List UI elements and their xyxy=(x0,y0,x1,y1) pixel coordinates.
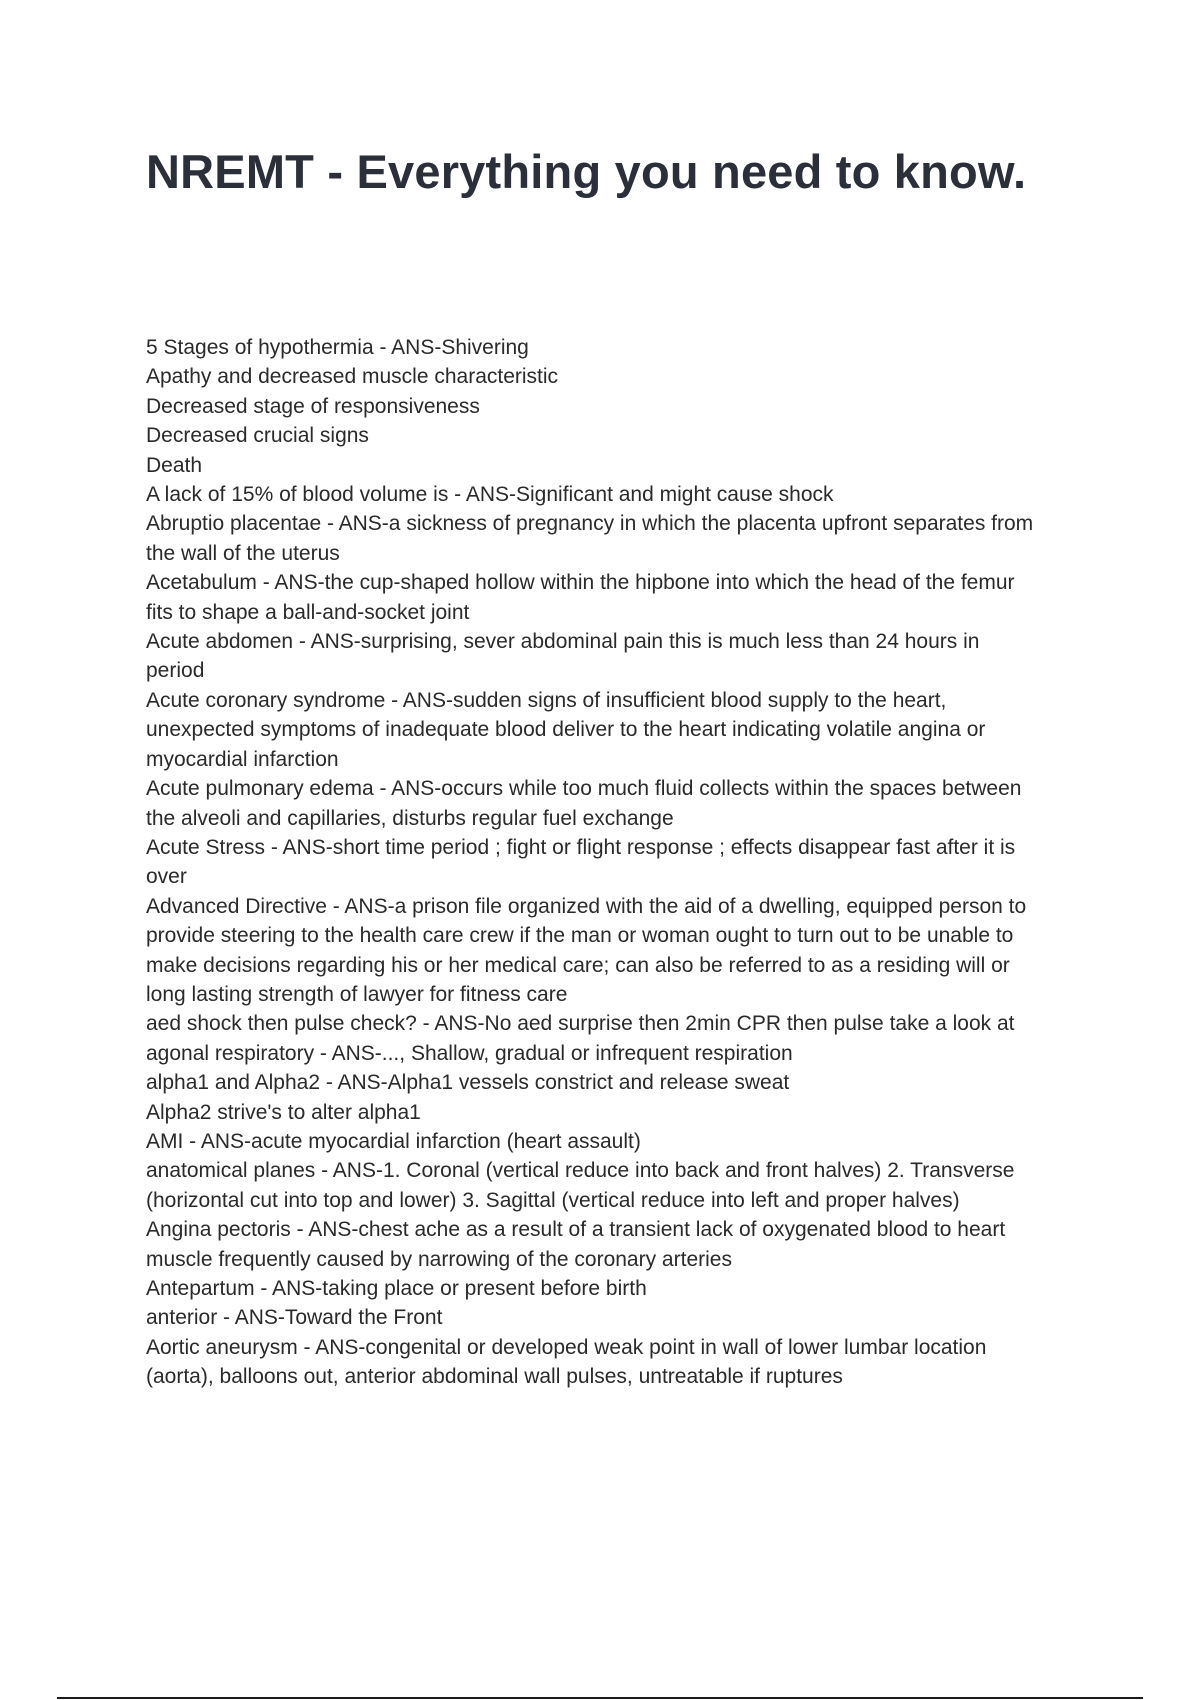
text-line: anterior - ANS-Toward the Front xyxy=(146,1306,443,1330)
text-line: Acute pulmonary edema - ANS-occurs while too much fluid collects within the spaces between xyxy=(146,777,1022,801)
text-line: the wall of the uterus xyxy=(146,541,340,565)
text-line: unexpected symptoms of inadequate blood deliver to the heart indicating volatile angina or xyxy=(146,718,986,742)
text-line: Acetabulum - ANS-the cup-shaped hollow within the hipbone into which the head of the femur xyxy=(146,571,1015,595)
text-line: make decisions regarding his or her medical care; can also be referred to as a residing will or xyxy=(146,953,1010,977)
text-line: anatomical planes - ANS-1. Coronal (vertical reduce into back and front halves) 2. Transverse xyxy=(146,1159,1015,1183)
text-line: Angina pectoris - ANS-chest ache as a result of a transient lack of oxygenated blood to heart xyxy=(146,1218,1006,1242)
footer-divider xyxy=(57,1697,1143,1699)
text-line: Antepartum - ANS-taking place or present before birth xyxy=(146,1277,647,1300)
text-line: Aortic aneurysm - ANS-congenital or developed weak point in wall of lower lumbar location xyxy=(146,1335,987,1359)
text-line: Acute Stress - ANS-short time period ; fight or flight response ; effects disappear fast after it is xyxy=(146,835,1016,859)
text-line: Alpha2 strive's to alter alpha1 xyxy=(146,1100,421,1124)
text-line: muscle frequently caused by narrowing of the coronary arteries xyxy=(146,1247,732,1271)
text-line: over xyxy=(146,865,187,889)
text-line: AMI - ANS-acute myocardial infarction (heart assault) xyxy=(146,1129,641,1153)
text-line: (horizontal cut into top and lower) 3. Sagittal (vertical reduce into left and proper halves) xyxy=(146,1188,960,1212)
text-line: Acute coronary syndrome - ANS-sudden signs of insufficient blood supply to the heart, xyxy=(146,688,947,712)
text-line: period xyxy=(146,659,205,683)
text-line: Decreased crucial signs xyxy=(146,424,369,448)
text-line: fits to shape a ball-and-socket joint xyxy=(146,600,470,624)
text-line: Apathy and decreased muscle characteristic xyxy=(146,365,559,389)
text-line: (aorta), balloons out, anterior abdominal wall pulses, untreatable if ruptures xyxy=(146,1365,843,1389)
text-line: Acute abdomen - ANS-surprising, sever abdominal pain this is much less than 24 hours in xyxy=(146,630,980,654)
text-line: Advanced Directive - ANS-a prison file organized with the aid of a dwelling, equipped person to xyxy=(146,894,1027,918)
text-line: Decreased stage of responsiveness xyxy=(146,394,480,418)
document-title: NREMT - Everything you need to know. xyxy=(146,145,1027,198)
text-line: 5 Stages of hypothermia - ANS-Shivering xyxy=(146,336,529,359)
text-line: aed shock then pulse check? - ANS-No aed surprise then 2min CPR then pulse take a look at xyxy=(146,1012,1015,1036)
text-line: myocardial infarction xyxy=(146,747,339,771)
text-line: Abruptio placentae - ANS-a sickness of pregnancy in which the placenta upfront separates from xyxy=(146,512,1034,536)
text-line: provide steering to the health care crew if the man or woman ought to turn out to be unable to xyxy=(146,924,1014,948)
flashcard-list xyxy=(146,333,1086,1392)
text-line: Death xyxy=(146,453,203,477)
text-line: A lack of 15% of blood volume is - ANS-Significant and might cause shock xyxy=(146,483,834,507)
text-line: the alveoli and capillaries, disturbs regular fuel exchange xyxy=(146,806,674,830)
text-line: long lasting strength of lawyer for fitness care xyxy=(146,982,568,1006)
text-line: agonal respiratory - ANS-..., Shallow, gradual or infrequent respiration xyxy=(146,1041,793,1065)
text-line: alpha1 and Alpha2 - ANS-Alpha1 vessels constrict and release sweat xyxy=(146,1071,790,1095)
